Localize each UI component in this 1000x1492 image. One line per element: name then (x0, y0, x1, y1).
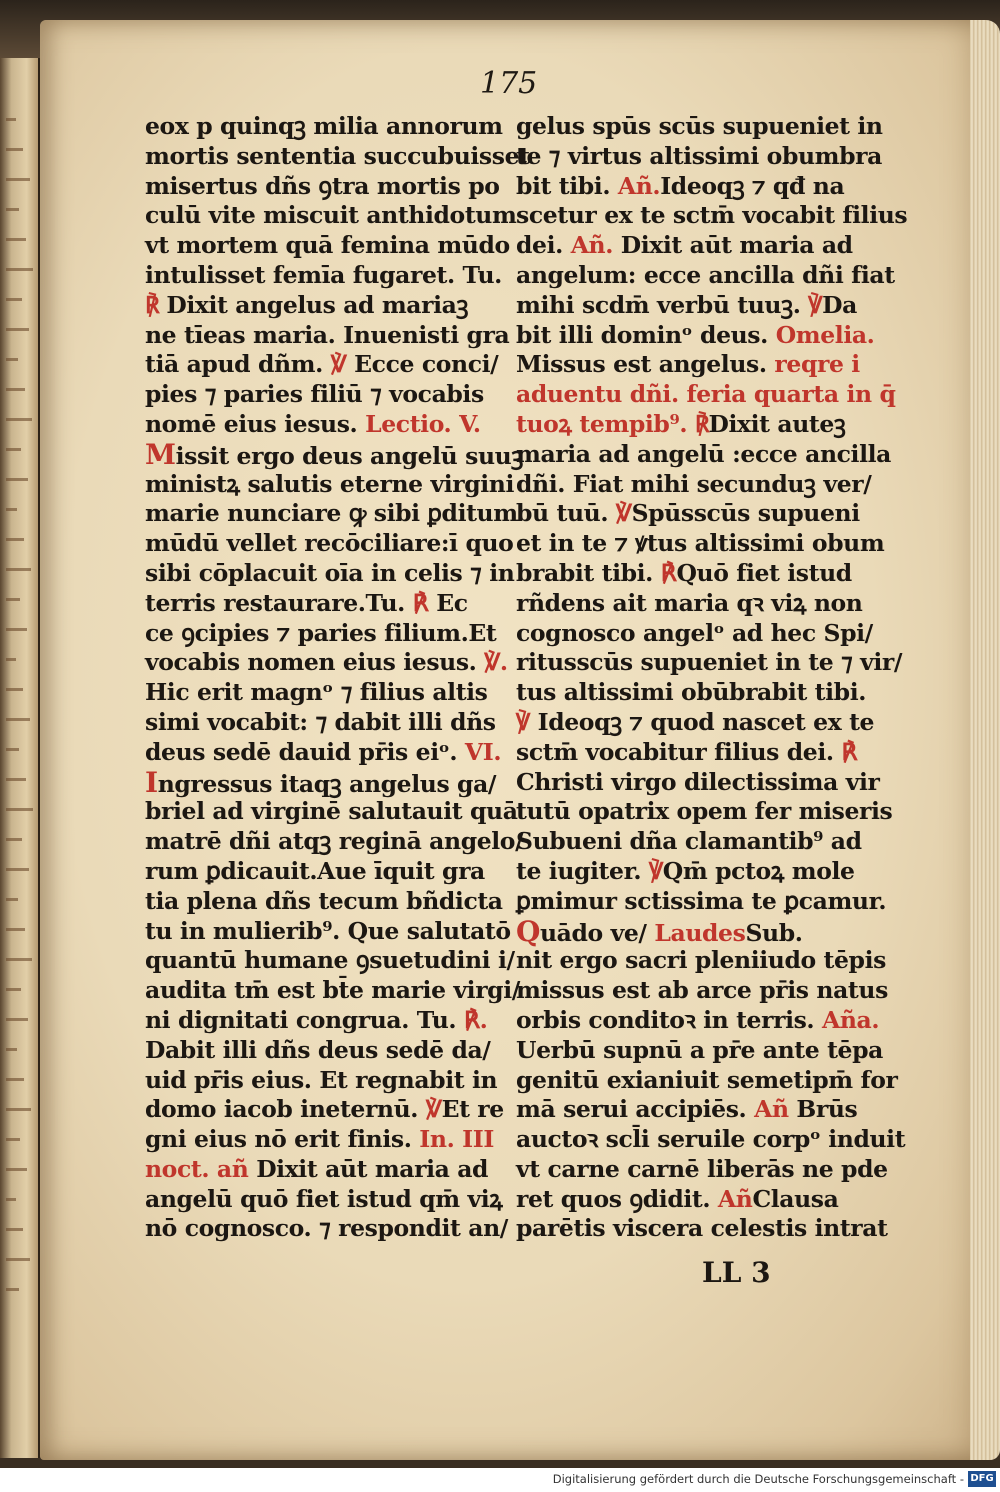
text-line (516, 648, 903, 678)
leaf-text-fragment (6, 808, 33, 811)
text-segment: genitū exianiuit semetipm̄ for (516, 1065, 898, 1094)
text-segment: matrē dñi atqꝫ reginā angelo/ (145, 827, 524, 856)
text-segment: vt mortem quā femina mūdo (145, 231, 510, 260)
text-segment: ne tīeas maria. Inuenisti gra (145, 320, 510, 349)
leaf-text-fragment (6, 208, 19, 211)
rubric-text: Laudes (654, 918, 746, 947)
text-segment: dñi. Fiat mihi secunduꝫ ver/ (516, 469, 872, 498)
text-line (145, 708, 505, 738)
text-line (145, 648, 508, 678)
text-segment: mihi scdm̄ verbū tuuꝫ. (516, 290, 809, 319)
text-segment: parētis viscera celestis intrat (516, 1214, 888, 1243)
text-line (516, 410, 881, 440)
text-segment: Dixit angelus ad mariaꝫ (166, 290, 469, 319)
leaf-text-fragment (6, 448, 21, 451)
text-line (145, 1006, 505, 1036)
leaf-text-fragment (6, 1288, 19, 1291)
text-line (516, 589, 881, 619)
leaf-text-fragment (6, 688, 23, 691)
text-segment: tiā apud dñm. (145, 350, 331, 379)
leaf-text-fragment (6, 268, 33, 271)
initial-letter: Q (516, 914, 540, 948)
text-line (516, 1125, 906, 1155)
text-segment: domo iacob ineternū. (145, 1095, 426, 1124)
text-line (516, 1185, 881, 1215)
text-segment: intulisset femīa fugaret. Tu. (145, 260, 502, 289)
rubric-text: ℟ (841, 737, 858, 766)
text-segment: tus altissimi obūbrabit tibi. (516, 678, 866, 707)
rubric-text: ℣ (615, 499, 632, 528)
text-line (145, 499, 518, 529)
text-line (145, 887, 505, 917)
text-line (516, 321, 881, 351)
folio-number: 175 (480, 66, 538, 101)
rubric-text: Añ (754, 1095, 797, 1124)
leaf-text-fragment (6, 118, 16, 121)
text-line (145, 231, 510, 261)
text-line (145, 1185, 505, 1215)
text-column-right (516, 112, 908, 1244)
rubric-text: reqre i (774, 350, 860, 379)
text-segment: auctoꝛ scl̄i seruile corpᵒ induit (516, 1125, 906, 1154)
text-segment: ritusscūs supueniet in te ⁊ vir/ (516, 648, 903, 677)
text-line (145, 529, 514, 559)
leaf-text-fragment (6, 898, 18, 901)
text-segment: tutū opatrix opem fer miseris (516, 797, 893, 826)
text-segment: audita tm̄ est bt̄e marie virgi/ (145, 976, 520, 1005)
text-segment: issit ergo deus angelū suuꝫ (175, 441, 523, 470)
text-line (516, 1214, 888, 1244)
text-segment: simi vocabit: ⁊ dabit illi dñs (145, 707, 496, 736)
rubric-text: tuoꝝ tempib⁹. ℟ (516, 409, 709, 438)
text-segment: nomē eius iesus. (145, 409, 366, 438)
text-segment: misertus dñs ꝯtra mortis po (145, 171, 500, 200)
leaf-text-fragment (6, 1078, 24, 1081)
text-line (145, 410, 505, 440)
text-line (516, 768, 881, 798)
text-segment: eox p quinqꝫ milia annorum (145, 112, 503, 140)
leaf-text-fragment (6, 958, 32, 961)
text-segment: missus est ab arce pr̄is natus (516, 976, 888, 1005)
leaf-text-fragment (6, 1168, 27, 1171)
text-segment: Dixit aūt maria ad (256, 1154, 489, 1183)
text-line (516, 976, 888, 1006)
leaf-text-fragment (6, 328, 29, 331)
rubric-text: ℟ (145, 290, 167, 319)
rubric-text: Añ. (570, 231, 621, 260)
text-line (145, 738, 505, 768)
text-line (145, 916, 511, 947)
text-segment: maria ad angelū :ecce ancilla (516, 439, 891, 468)
dfg-logo: DFG (968, 1471, 996, 1487)
leaf-text-fragment (6, 418, 32, 421)
text-segment: ce ꝯcipies ⁊ paries filium.Et (145, 618, 497, 647)
rubric-text: ℣ (648, 856, 663, 885)
leaf-text-fragment (6, 538, 24, 541)
leaf-text-fragment (6, 478, 28, 481)
text-line (516, 172, 881, 202)
text-segment: nō cognosco. ⁊ respondit an/ (145, 1214, 508, 1243)
leaf-text-fragment (6, 838, 22, 841)
text-segment: Clausa (752, 1184, 839, 1213)
leaf-text-fragment (6, 1048, 17, 1051)
text-segment: Hic erit magnᵒ ⁊ filius altis (145, 678, 488, 707)
text-line (516, 201, 908, 231)
text-segment: bū tuū. (516, 499, 616, 528)
text-segment: mūdū vellet recōciliare:ī quo (145, 529, 514, 558)
text-segment: uid pr̄is eius. Et regnabit in (145, 1065, 498, 1094)
text-segment: Qm̄ pctoꝝ mole (662, 856, 855, 885)
leaf-text-fragment (6, 868, 29, 871)
rubric-text: ℣ (425, 1095, 442, 1124)
text-segment: Uerbū supnū a pr̄e ante tēpa (516, 1035, 883, 1064)
text-segment: nit ergo sacri pleniiudo tēpis (516, 946, 886, 975)
text-segment: et in te ⁊ ꝟtus altissimi obum (516, 529, 885, 558)
text-line (516, 886, 887, 917)
text-line (516, 260, 895, 291)
rubric-text: ℣. (484, 648, 508, 677)
text-line (516, 1095, 881, 1125)
text-segment: gni eius nō erit finis. (145, 1125, 420, 1154)
text-line (145, 291, 505, 321)
text-line (145, 857, 505, 887)
text-segment: orbis conditoꝛ in terris. (516, 1005, 822, 1034)
text-line (516, 827, 881, 857)
text-line (145, 678, 505, 708)
text-line (516, 1154, 888, 1185)
leaf-text-fragment (6, 568, 31, 571)
text-segment: dei. (516, 231, 571, 260)
text-segment: Ideoqꝫ ⁊ quod nascet ex te (537, 707, 875, 736)
text-segment: brabit tibi. (516, 558, 661, 587)
rubric-text: ℟ (412, 588, 437, 617)
leaf-text-fragment (6, 748, 19, 751)
text-segment: sctm̄ vocabitur filius dei. (516, 737, 842, 766)
rubric-text: VI. (464, 737, 502, 766)
text-line (516, 678, 881, 708)
text-line (516, 1036, 881, 1066)
text-line (145, 261, 505, 291)
leaf-text-fragment (6, 238, 26, 241)
leaf-text-fragment (6, 1198, 16, 1201)
text-segment: deus sedē dauid pr̄is eiᵒ. (145, 737, 465, 766)
leaf-text-fragment (6, 508, 17, 511)
text-line (516, 946, 886, 976)
text-segment: mortis sententia succubuisset (145, 141, 530, 170)
text-segment: bit illi dominᵒ deus. (516, 320, 776, 349)
signature-mark: LL 3 (702, 1256, 771, 1289)
text-segment: Brūs (796, 1095, 858, 1124)
text-line (145, 589, 505, 619)
text-segment: Quō fiet istud (676, 558, 852, 587)
leaf-text-fragment (6, 178, 30, 181)
text-segment: te ⁊ virtus altissimi obumbra (516, 141, 882, 170)
text-line (516, 350, 881, 380)
rubric-text: Omelia. (775, 320, 875, 349)
text-segment: Ec (436, 588, 468, 617)
text-segment: te iugiter. (516, 856, 649, 885)
text-segment: rñdens ait maria qꝛ viꝝ non (516, 588, 863, 617)
text-segment: culū vite miscuit anthidotum (145, 201, 517, 230)
text-segment: ret quos ꝯdidit. (516, 1184, 718, 1213)
text-line (145, 1095, 505, 1125)
text-line (145, 1125, 505, 1155)
text-segment: uādo ve/ (540, 918, 655, 947)
footer-bar (0, 1468, 1000, 1492)
leaf-text-fragment (6, 298, 22, 301)
text-line (145, 350, 505, 380)
text-line (145, 976, 520, 1006)
rubric-text: Añ. (617, 171, 661, 200)
text-line (145, 946, 515, 976)
text-segment: Et re (441, 1095, 504, 1124)
rubric-text: ℟. (463, 1005, 488, 1034)
text-segment: bit tibi. (516, 171, 618, 200)
rubric-text: ℣ (330, 350, 355, 379)
text-segment: Missus est angelus. (516, 350, 775, 379)
text-line (516, 439, 891, 470)
text-line (516, 1065, 898, 1096)
text-segment: sibi cōplacuit oīa in celis ⁊ in (145, 558, 515, 587)
text-segment: Ecce conci/ (354, 350, 499, 379)
text-segment: quantū humane ꝯsuetudini i/ (145, 946, 515, 975)
text-line (516, 291, 881, 321)
text-line (145, 619, 505, 649)
text-line (145, 141, 530, 172)
text-line (516, 529, 885, 559)
text-segment: angelū quō fiet istud qm̄ viꝝ (145, 1184, 503, 1213)
rubric-text: ℣ (516, 707, 538, 736)
funding-credit: Digitalisierung gefördert durch die Deutsche Forschungsgemeinschaft - (552, 1472, 964, 1486)
text-line (145, 1036, 505, 1066)
rubric-text: ℣ (808, 290, 823, 319)
leaf-text-fragment (6, 658, 16, 661)
leaf-text-fragment (6, 628, 27, 631)
text-line (145, 201, 517, 231)
text-segment: briel ad virginē salutauit quā (145, 797, 518, 826)
leaf-text-fragment (6, 358, 18, 361)
text-line (145, 112, 505, 142)
text-segment: Christi virgo dilectissima vir (516, 767, 880, 796)
left-page-edge (0, 58, 40, 1458)
text-segment: rum ꝑdicauit.Aue īquit gra (145, 856, 485, 885)
leaf-text-fragment (6, 928, 25, 931)
leaf-text-fragment (6, 1108, 31, 1111)
text-segment: Ideoqꝫ ⁊ qđ na (660, 171, 845, 200)
text-line (516, 380, 896, 410)
text-line (145, 172, 505, 202)
leaf-text-fragment (6, 598, 20, 601)
text-segment: Spūsscūs supueni (631, 499, 860, 528)
text-segment: ngressus itaqꝫ angelus ga/ (157, 769, 497, 798)
text-segment: Sub. (745, 918, 803, 947)
text-line (516, 708, 881, 738)
text-line (516, 559, 881, 589)
text-segment: Dixit aūt maria ad (620, 231, 853, 260)
leaf-text-fragment (6, 388, 25, 391)
text-line (516, 231, 881, 261)
leaf-text-fragment (6, 778, 26, 781)
text-line (516, 797, 893, 827)
text-line (516, 470, 881, 500)
text-segment: marie nunciare ꝙ sibi ꝑditum (145, 499, 518, 528)
text-line (516, 112, 881, 142)
text-segment: Da (822, 290, 857, 319)
text-segment: Dixit auteꝫ (708, 409, 846, 438)
text-line (145, 827, 524, 857)
text-segment: Dabit illi dñs deus sedē da/ (145, 1035, 491, 1064)
text-segment: vt carne carnē liberās ne pde (516, 1154, 888, 1183)
text-segment: tu in mulierib⁹. Que salutatō (145, 916, 511, 945)
rubric-text: noct. añ (145, 1154, 257, 1183)
rubric-text: ℟ (660, 558, 677, 587)
text-segment: pies ⁊ paries filiū ⁊ vocabis (145, 380, 484, 409)
text-line (145, 558, 515, 589)
initial-letter: M (145, 437, 176, 471)
text-segment: ministꝝ salutis eterne virgini (145, 469, 515, 498)
text-segment: ni dignitati congrua. Tu. (145, 1005, 464, 1034)
text-line (145, 1066, 505, 1096)
leaf-text-fragment (6, 1138, 20, 1141)
text-line (516, 857, 881, 887)
rubric-text: Lectio. V. (365, 409, 481, 438)
text-segment: gelus spūs scūs supueniet in (516, 112, 883, 140)
text-line (516, 738, 881, 768)
leaf-text-fragment (6, 988, 21, 991)
leaf-text-fragment (6, 148, 23, 151)
text-line (516, 142, 881, 172)
text-segment: angelum: ecce ancilla dñi fiat (516, 260, 895, 289)
text-segment: mā serui accipiēs. (516, 1095, 755, 1124)
text-line (145, 765, 505, 799)
text-segment: cognosco angelᵒ ad hec Spi/ (516, 618, 873, 647)
leaf-text-fragment (6, 718, 30, 721)
text-line (145, 380, 505, 410)
text-line (516, 499, 881, 529)
text-line (145, 1214, 508, 1244)
text-column-left (145, 112, 530, 1244)
text-line (145, 469, 515, 500)
text-line (145, 797, 518, 827)
text-line (145, 437, 523, 471)
text-segment: tia plena dñs tecum bñdicta (145, 886, 503, 915)
leaf-text-fragment (6, 1258, 30, 1261)
text-line (516, 619, 881, 649)
text-segment: scetur ex te sctm̄ vocabit filius (516, 201, 908, 230)
text-segment: terris restaurare.Tu. (145, 588, 413, 617)
text-line (516, 914, 881, 948)
rubric-text: Añ (717, 1184, 753, 1213)
text-line (516, 1006, 881, 1036)
text-line (145, 320, 510, 351)
leaf-text-fragment (6, 1018, 28, 1021)
page-stack-edge (970, 20, 1000, 1460)
initial-letter: I (145, 765, 158, 799)
rubric-text: Aña. (822, 1005, 880, 1034)
leaf-text-fragment (6, 1228, 23, 1231)
text-line (145, 1155, 505, 1185)
rubric-text: In. III (419, 1125, 494, 1154)
text-segment: ꝑmimur sctissima te ꝑcamur. (516, 886, 887, 915)
text-segment: vocabis nomen eius iesus. (145, 648, 485, 677)
text-segment: Subueni dña clamantib⁹ ad (516, 827, 862, 856)
rubric-text: aduentu dñi. feria quarta in q̄ (516, 380, 896, 409)
